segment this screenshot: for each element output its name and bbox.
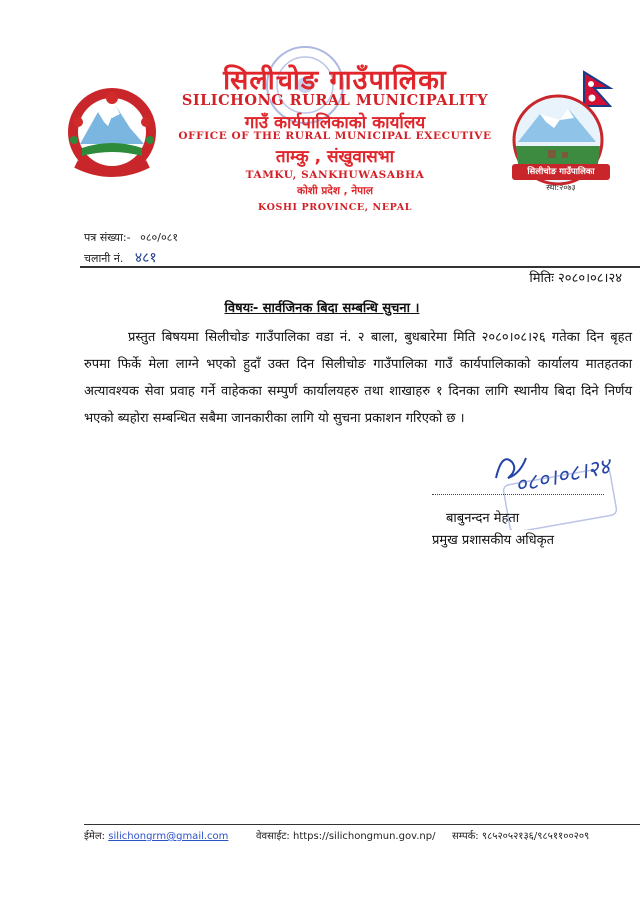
ref-value: ०८०/०८१	[140, 231, 179, 244]
dispatch-label: चलानी नं.	[84, 252, 124, 265]
email-link[interactable]: silichongrm@gmail.com	[108, 831, 229, 842]
municipality-logo	[508, 68, 614, 196]
website-label: वेवसाईट:	[256, 831, 290, 842]
place-np: ताम्कु , संखुवासभा	[275, 147, 395, 167]
office-name-en: OFFICE OF THE RURAL MUNICIPAL EXECUTIVE	[178, 130, 492, 142]
dispatch-number	[84, 248, 157, 267]
office-name-np: गाउँ कार्यपालिकाको कार्यालय	[244, 113, 426, 133]
province-en: KOSHI PROVINCE, NEPAL	[258, 202, 412, 213]
phone-label: सम्पर्क:	[452, 831, 479, 842]
letter-body: प्रस्तुत बिषयमा सिलीचोङ गाउँपालिका वडा नं. २ बाला, बुधबारेमा मिति २०८०।०८।२६ गतेका दिन बृहत रुपमा फिर्के मेला लाग्ने भएको हुदाँ उक्त दिन सिलीचोङ गाउँपालिका गाउँ कार्यपालिकाको कार्यालय मातहतका अत्यावश्यक सेवा प्रवाह गर्ने वाहेकका सम्पुर्ण कार्यालयहरु तथा शाखाहरु १ दिनका लागि स्थानीय बिदा दिने निर्णय भएको ब्यहोरा सम्बन्धित सबैमा जानकारीका लागि यो सुचना प्रकाशन गरिएको छ ।	[84, 330, 632, 426]
place-en: TAMKU, SANKHUWASABHA	[245, 169, 425, 181]
handwritten-signature: ०८०।०८।२४	[512, 454, 613, 499]
email-label: ईमेल:	[84, 831, 106, 842]
dispatch-value: ४८१	[134, 250, 157, 266]
province-np: कोशी प्रदेश , नेपाल	[297, 185, 373, 197]
signatory-name: बाबुनन्दन मेहता	[446, 511, 520, 526]
logo-banner: सिलीचोङ गाउँपालिका	[512, 164, 610, 180]
letter-subject: विषयः- सार्वजिनक बिदा सम्बन्धि सुचना ।	[224, 301, 420, 316]
ref-label: पत्र संख्या:-	[84, 231, 131, 244]
footer-email	[84, 828, 228, 842]
footer-divider	[84, 824, 640, 825]
municipality-name-np: सिलीचोङ गाउँपालिका	[223, 65, 447, 96]
logo-year: स्था:२०७३	[546, 183, 576, 192]
footer-website	[256, 828, 435, 842]
footer-phone	[452, 828, 589, 842]
signatory-title: प्रमुख प्रशासकीय अधिकृत	[432, 533, 555, 548]
letter-date: मितिः २०८०।०८।२४	[529, 271, 622, 286]
phone-value: ९८५२०५२१३६/९८५११००२०९	[481, 831, 590, 842]
website-link[interactable]: https://silichongmun.gov.np/	[292, 831, 436, 842]
ref-number	[84, 230, 178, 245]
signature-line	[432, 494, 604, 495]
municipality-name-en: SILICHONG RURAL MUNICIPALITY	[181, 92, 489, 109]
